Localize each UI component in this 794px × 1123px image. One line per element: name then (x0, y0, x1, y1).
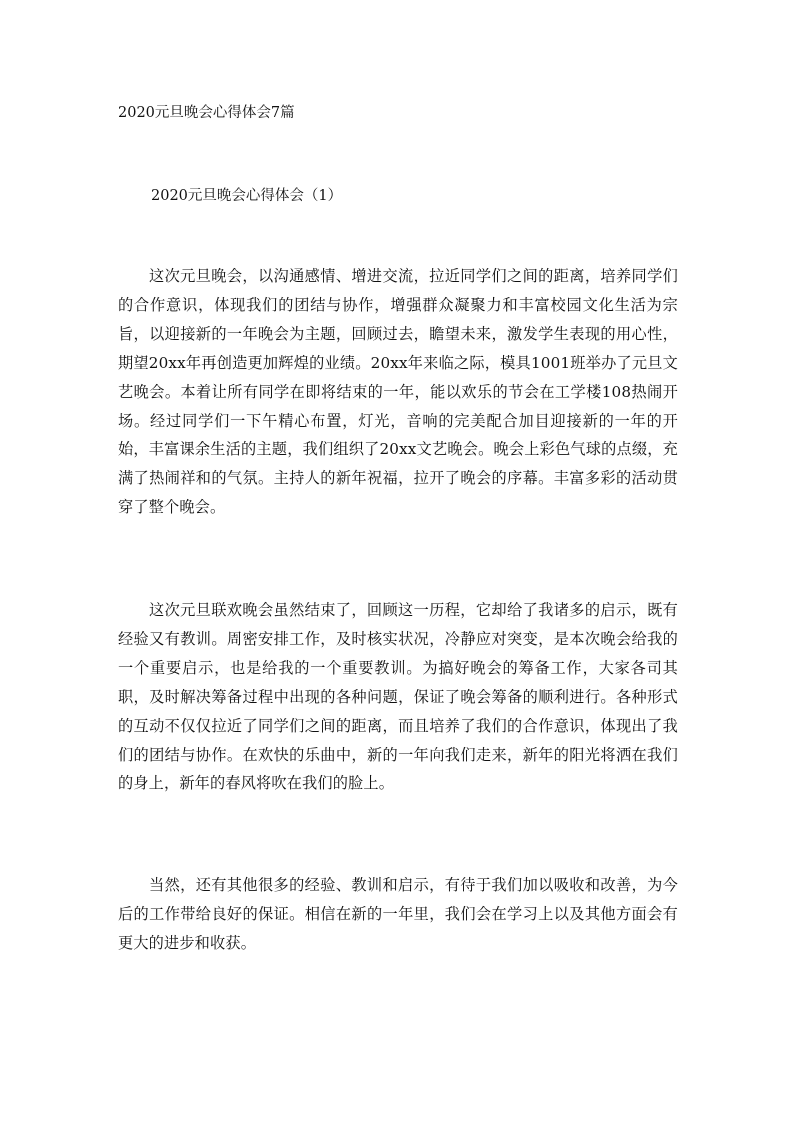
paragraph-3: 当然，还有其他很多的经验、教训和启示，有待于我们加以吸收和改善，为今后的工作带给良好的保证。相信在新的一年里，我们会在学习上以及其他方面会有更大的进步和收获。 (118, 876, 678, 952)
document-title: 2020元旦晚会心得体会7篇 (118, 105, 295, 121)
paragraph-1: 这次元旦晚会，以沟通感情、增进交流，拉近同学们之间的距离，培养同学们的合作意识，体现我们的团结与协作，增强群众凝聚力和丰富校园文化生活为宗旨，以迎接新的一年晚会为主题，回顾过去，瞻望未来，激发学生表现的用心性，期望20xx年再创造更加辉煌的业绩。20xx年来临之际，模具1001班举办了元旦文艺晚会。本着让所有同学在即将结束的一年，能以欢乐的节会在工学楼108热闹开场。经过同学们一下午精心布置，灯光，音响的完美配合加目迎接新的一年的开始，丰富课余生活的主题，我们组织了20xx文艺晚会。晚会上彩色气球的点缀，充满了热闹祥和的气氛。主持人的新年祝福，拉开了晚会的序幕。丰富多彩的活动贯穿了整个晚会。 (118, 267, 678, 517)
paragraph-2: 这次元旦联欢晚会虽然结束了，回顾这一历程，它却给了我诸多的启示，既有经验又有教训。周密安排工作，及时核实状况，冷静应对突变，是本次晚会给我的一个重要启示，也是给我的一个重要教训。为搞好晚会的筹备工作，大家各司其职，及时解决筹备过程中出现的各种问题，保证了晚会筹备的顺利进行。各种形式的互动不仅仅拉近了同学们之间的距离，而且培养了我们的合作意识，体现出了我们的团结与协作。在欢快的乐曲中，新的一年向我们走来，新年的阳光将洒在我们的身上，新年的春风将吹在我们的脸上。 (118, 601, 678, 793)
section-title: 2020元旦晚会心得体会（1） (151, 188, 343, 204)
